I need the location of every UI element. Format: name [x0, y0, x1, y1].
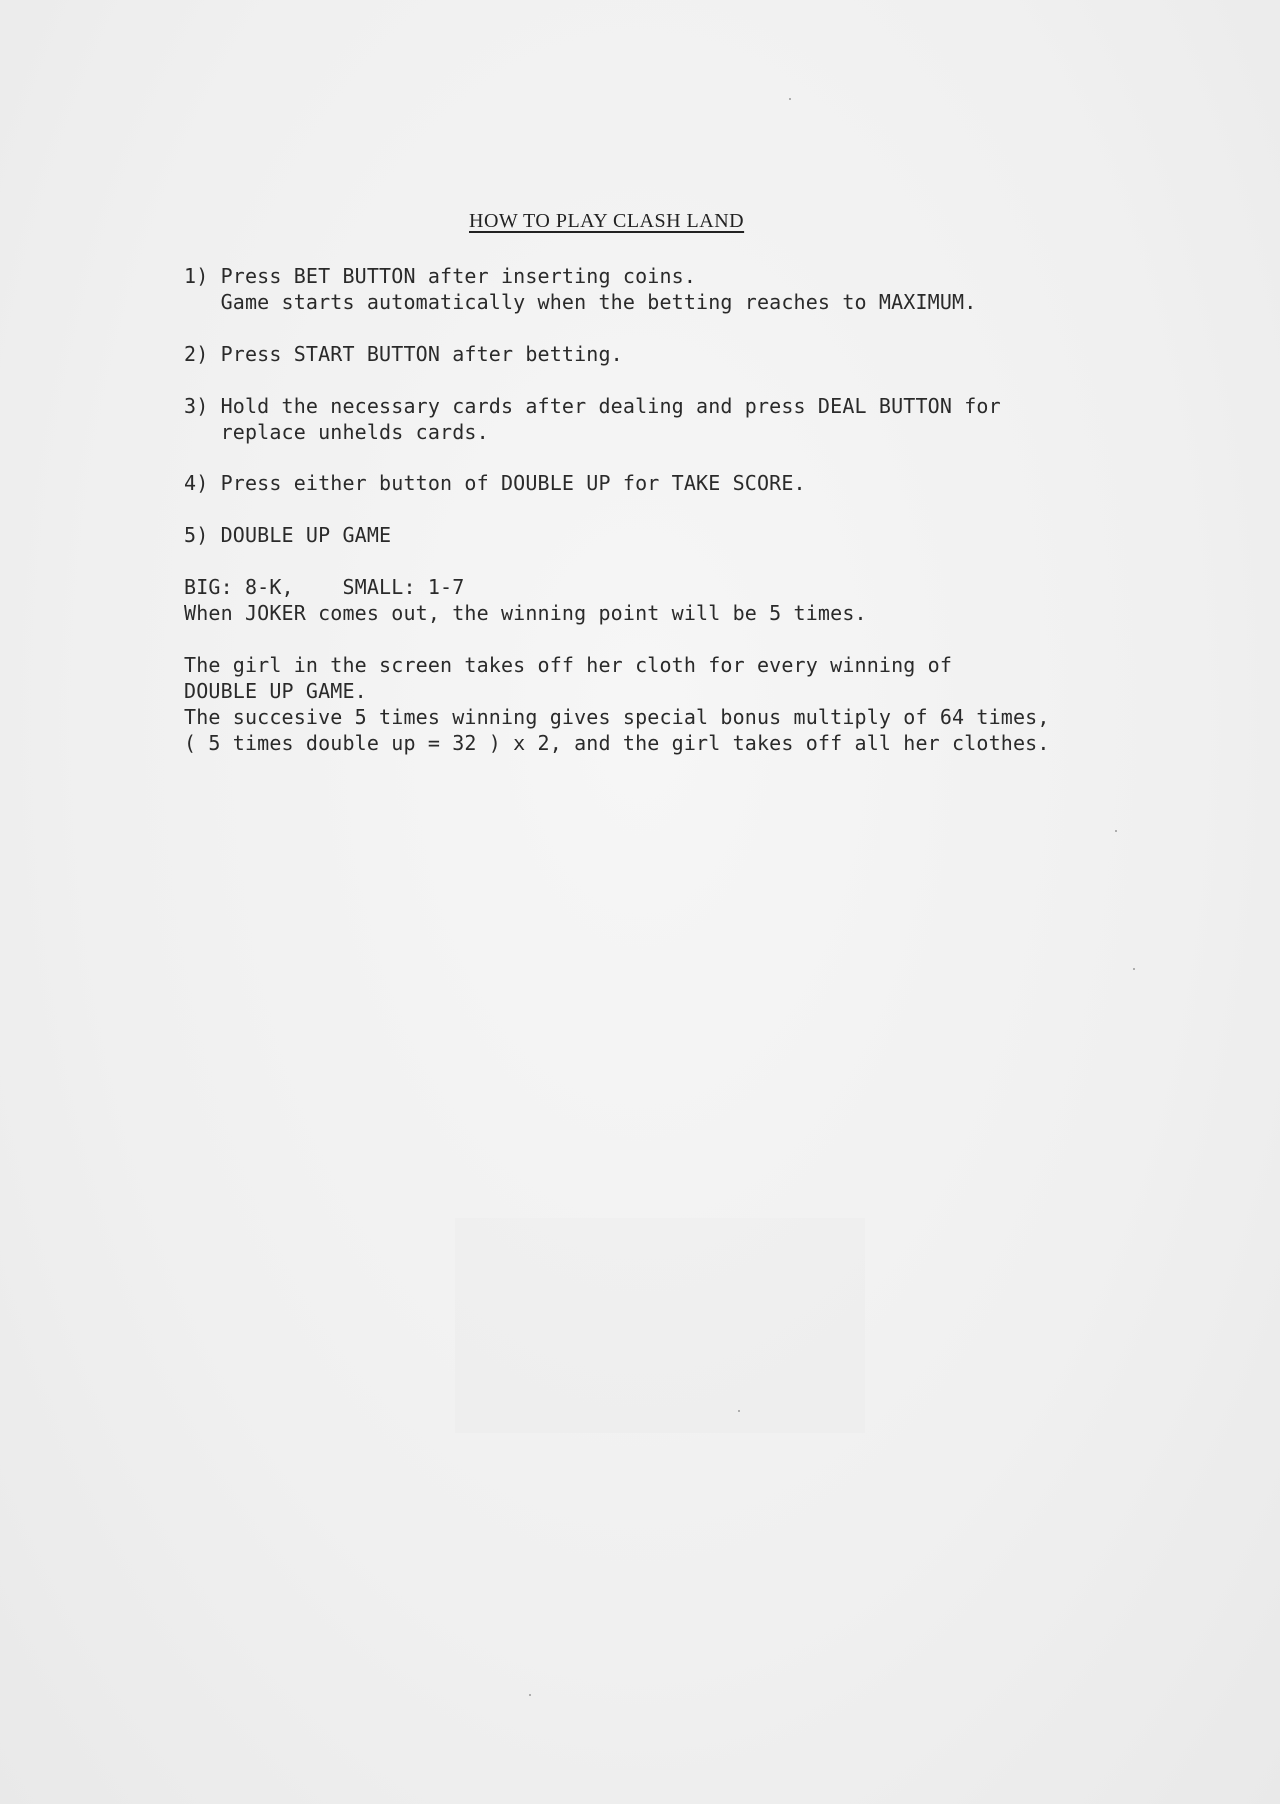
- step-3-line-2: replace unhelds cards.: [184, 420, 489, 444]
- bonus-line-3: The succesive 5 times winning gives special bonus multiply of 64 times,: [184, 705, 1050, 729]
- bonus-line-1: The girl in the screen takes off her cloth for every winning of: [184, 653, 953, 677]
- page-title: HOW TO PLAY CLASH LAND: [469, 210, 745, 232]
- step-3-line-1: 3) Hold the necessary cards after dealing and press DEAL BUTTON for: [184, 394, 1001, 418]
- paper-speck: [1133, 968, 1135, 970]
- joker-rule: When JOKER comes out, the winning point will be 5 times.: [184, 601, 867, 625]
- step-1-line-2: Game starts automatically when the betting reaches to MAXIMUM.: [184, 290, 977, 314]
- faint-bleed-through-area: [455, 1218, 865, 1433]
- bonus-line-4: ( 5 times double up = 32 ) x 2, and the girl takes off all her clothes.: [184, 731, 1050, 755]
- double-up-range: BIG: 8-K, SMALL: 1-7: [184, 575, 465, 599]
- paper-speck: [738, 1410, 740, 1412]
- step-4-line-1: 4) Press either button of DOUBLE UP for TAKE SCORE.: [184, 471, 806, 495]
- step-1-line-1: 1) Press BET BUTTON after inserting coins.: [184, 264, 697, 288]
- bonus-line-2: DOUBLE UP GAME.: [184, 679, 367, 703]
- paper-speck: [789, 98, 791, 100]
- step-5-line-1: 5) DOUBLE UP GAME: [184, 523, 392, 547]
- step-2-line-1: 2) Press START BUTTON after betting.: [184, 342, 623, 366]
- paper-speck: [1115, 830, 1117, 832]
- paper-speck: [529, 1694, 531, 1696]
